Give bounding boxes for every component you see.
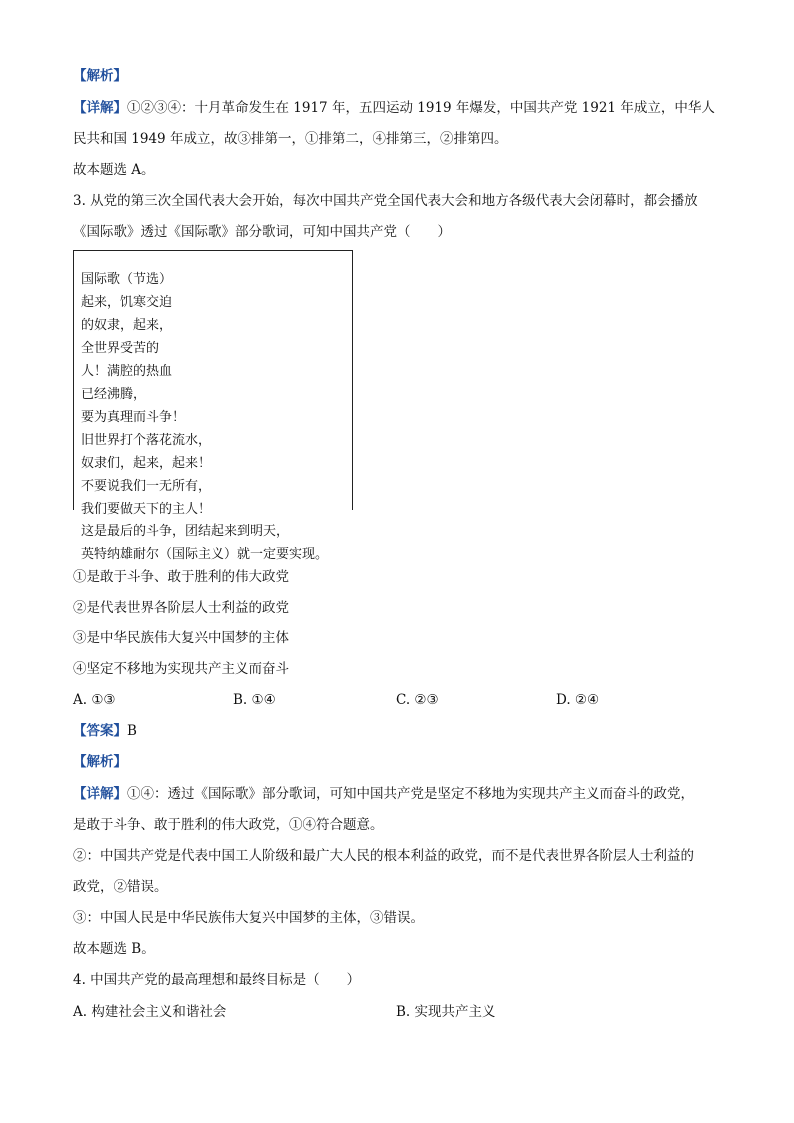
question-4-stem: 4. 中国共产党的最高理想和最终目标是（ ） [73, 972, 361, 988]
poem-line: 国际歌（节选） [81, 272, 173, 287]
answer-line: 【答案】B [73, 723, 137, 739]
statement-2: ②是代表世界各阶层人士利益的政党 [73, 600, 289, 616]
detail-paragraph-line: 【详解】①④：透过《国际歌》部分歌词，可知中国共产党是坚定不移地为实现共产主义而奋斗的政党， [73, 786, 694, 802]
poem-line: 奴隶们，起来，起来！ [81, 456, 212, 471]
poem-line: 这是最后的斗争，团结起来到明天， [81, 524, 290, 539]
question-3-stem-cont: 《国际歌》透过《国际歌》部分歌词，可知中国共产党（ ） [73, 224, 451, 240]
poem-line: 旧世界打个落花流水， [81, 433, 212, 448]
option-c: C. ②③ [396, 692, 439, 708]
poem-line: 要为真理而斗争！ [81, 410, 186, 425]
poem-line: 已经沸腾， [81, 387, 147, 402]
conclusion-text: 故本题选 B。 [73, 941, 155, 957]
poem-line: 我们要做天下的主人！ [81, 502, 212, 517]
option-a: A. 构建社会主义和谐社会 [73, 1004, 227, 1020]
detail-paragraph-line: 政党，②错误。 [73, 879, 168, 895]
detail-paragraph-line: 【详解】①②③④：十月革命发生在 1917 年，五四运动 1919 年爆发，中国共产党 1921 年成立，中华人 [73, 100, 715, 116]
statement-1: ①是敢于斗争、敢于胜利的伟大政党 [73, 569, 289, 585]
detail-paragraph-line: ②：中国共产党是代表中国工人阶级和最广大人民的根本利益的政党，而不是代表世界各阶层人士利益的 [73, 848, 694, 864]
statement-3: ③是中华民族伟大复兴中国梦的主体 [73, 630, 289, 646]
poem-line: 全世界受苦的 [81, 341, 160, 356]
detail-paragraph-line: 是敢于斗争、敢于胜利的伟大政党，①④符合题意。 [73, 817, 384, 833]
poem-line: 的奴隶，起来， [81, 318, 173, 333]
conclusion-text: 故本题选 A。 [73, 162, 155, 178]
option-a: A. ①③ [73, 692, 116, 708]
option-d: D. ②④ [556, 692, 600, 708]
poem-line: 起来，饥寒交迫 [81, 295, 173, 310]
detail-paragraph-line: 民共和国 1949 年成立，故③排第一，①排第二，④排第三，②排第四。 [73, 131, 508, 147]
analysis-heading: 【解析】 [73, 754, 127, 770]
option-b: B. 实现共产主义 [396, 1004, 496, 1020]
question-3-stem: 3. 从党的第三次全国代表大会开始，每次中国共产党全国代表大会和地方各级代表大会闭幕时，都会播放 [73, 193, 698, 209]
poem-line: 英特纳雄耐尔（国际主义）就一定要实现。 [81, 547, 329, 562]
poem-line: 人！满腔的热血 [81, 364, 173, 379]
statement-4: ④坚定不移地为实现共产主义而奋斗 [73, 661, 289, 677]
poem-line: 不要说我们一无所有， [81, 479, 212, 494]
option-b: B. ①④ [233, 692, 276, 708]
analysis-heading: 【解析】 [73, 68, 127, 84]
detail-paragraph-line: ③：中国人民是中华民族伟大复兴中国梦的主体，③错误。 [73, 910, 424, 926]
